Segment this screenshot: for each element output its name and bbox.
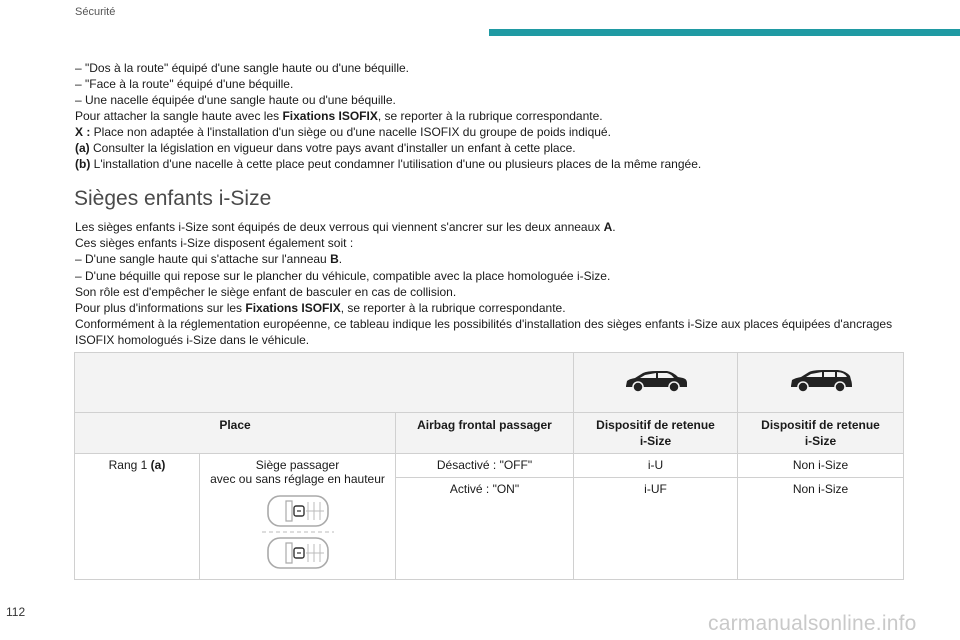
dispositif1-off-cell: i-U <box>574 454 738 478</box>
table-row <box>75 353 904 413</box>
list-item: – "Dos à la route" équipé d'une sangle haute ou d'une béquille. <box>75 61 410 75</box>
dispositif2-on-cell: Non i-Size <box>738 478 904 580</box>
rang-cell: Rang 1 (a) <box>75 454 200 580</box>
list-item: – D'une béquille qui repose sur le plancher du véhicule, compatible avec la place homologuée i-Size. <box>75 268 611 283</box>
note-x: X : Place non adaptée à l'installation d'un siège ou d'une nacelle ISOFIX du groupe de poids indiqué. <box>75 125 611 139</box>
isofix-reference: Pour attacher la sangle haute avec les Fixations ISOFIX, se reporter à la rubrique correspondante. <box>75 109 603 123</box>
isize-installation-table <box>74 352 904 580</box>
table-header-row <box>75 413 904 454</box>
intro-text <box>75 60 905 172</box>
column-header-airbag: Airbag frontal passager <box>396 413 574 454</box>
table-row <box>75 454 904 478</box>
dispositif2-off-cell: Non i-Size <box>738 454 904 478</box>
header-accent-bar <box>489 29 960 36</box>
paragraph: Pour plus d'informations sur les Fixations ISOFIX, se reporter à la rubrique correspondante. <box>75 301 566 316</box>
column-header-dispositif-1: Dispositif de retenue i-Size <box>574 413 738 454</box>
section-title: Sièges enfants i-Size <box>74 187 272 210</box>
paragraph: Ces sièges enfants i-Size disposent également soit : <box>75 236 354 251</box>
section-header: Sécurité <box>75 6 116 18</box>
airbag-on-cell: Activé : "ON" <box>396 478 574 580</box>
note-a: (a) Consulter la législation en vigueur dans votre pays avant d'installer un enfant à cette place. <box>75 141 576 155</box>
column-header-dispositif-2: Dispositif de retenue i-Size <box>738 413 904 454</box>
watermark: carmanualsonline.info <box>708 612 917 635</box>
passenger-seat-diagram-icon <box>262 492 334 572</box>
paragraph: Son rôle est d'empêcher le siège enfant de basculer en cas de collision. <box>75 284 457 299</box>
column-header-place: Place <box>75 413 396 454</box>
isize-text <box>75 219 915 349</box>
dispositif1-on-cell: i-UF <box>574 478 738 580</box>
paragraph: Les sièges enfants i-Size sont équipés de deux verrous qui viennent s'ancrer sur les deux anneaux A. <box>75 220 616 234</box>
airbag-off-cell: Désactivé : "OFF" <box>396 454 574 478</box>
seat-cell: Siège passager avec ou sans réglage en hauteur <box>200 454 396 580</box>
page-number: 112 <box>6 605 26 619</box>
suv-car-icon <box>788 368 854 394</box>
list-item: – Une nacelle équipée d'une sangle haute ou d'une béquille. <box>75 93 396 107</box>
list-item: – D'une sangle haute qui s'attache sur l'anneau B. <box>75 252 343 267</box>
hatchback-car-icon <box>623 368 689 394</box>
list-item: – "Face à la route" équipé d'une béquille. <box>75 77 294 91</box>
note-b: (b) L'installation d'une nacelle à cette place peut condamner l'utilisation d'une ou plusieurs places de la même rangée. <box>75 157 702 171</box>
paragraph: Conformément à la réglementation européenne, ce tableau indique les possibilités d'installation des sièges enfants i-Size aux places équipées d'ancrages ISOFIX homologués i-Size dans le véhicule. <box>75 317 893 348</box>
